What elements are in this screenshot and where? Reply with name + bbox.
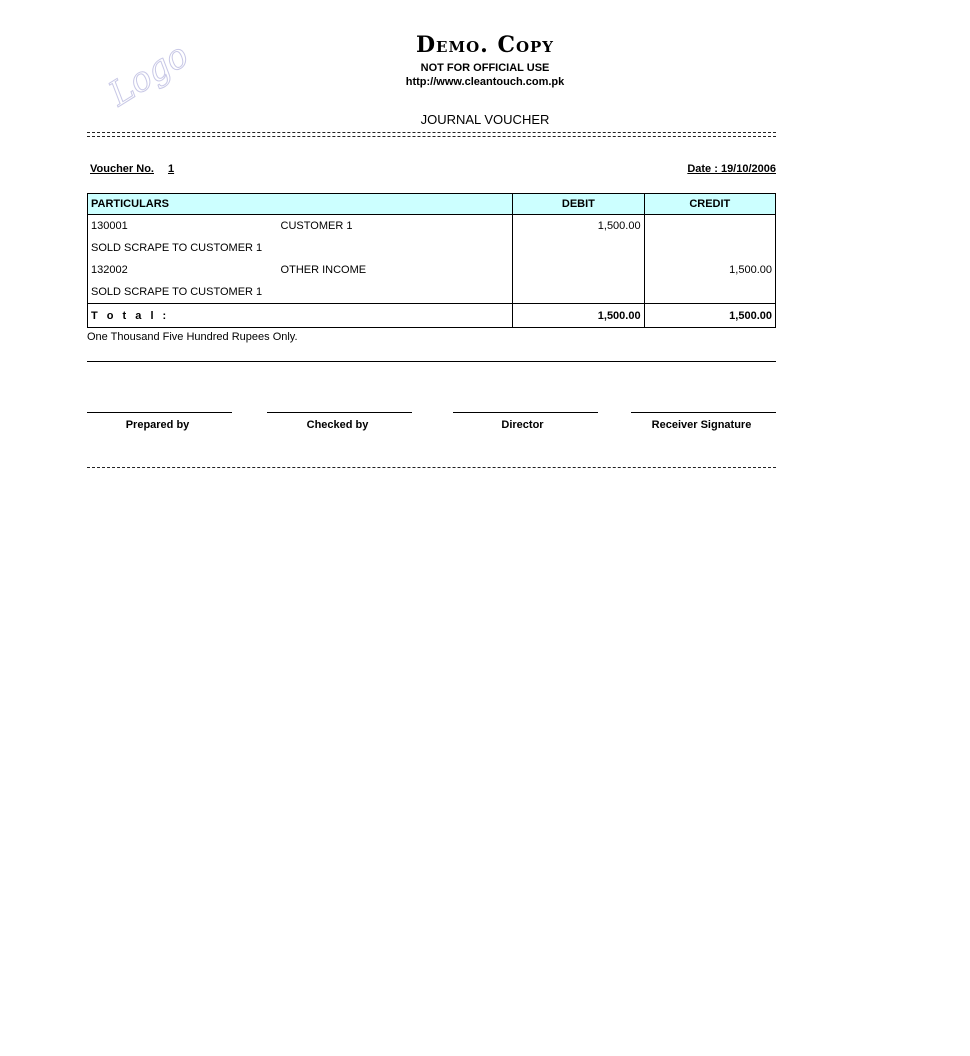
director-label: Director — [501, 419, 544, 431]
prepared-by-label: Prepared by — [125, 419, 190, 431]
table-row — [88, 281, 776, 304]
voucher-number-value: 1 — [167, 163, 175, 175]
voucher-number-label: Voucher No. — [90, 163, 154, 175]
total-row — [88, 304, 776, 328]
header-divider-bottom — [87, 136, 776, 137]
debit-amount — [513, 237, 644, 259]
credit-amount — [644, 281, 775, 304]
section-divider — [87, 361, 776, 362]
checked-by-line — [267, 412, 412, 413]
checked-by-label: Checked by — [306, 419, 369, 431]
footer-divider — [87, 467, 776, 468]
header-divider-top — [87, 132, 776, 133]
logo-text: Logo — [102, 35, 196, 115]
receiver-signature-label: Receiver Signature — [651, 419, 752, 431]
prepared-by-line — [87, 412, 232, 413]
voucher-number — [90, 163, 174, 175]
demo-copy-title: Demo. Copy — [415, 32, 555, 58]
entry-narration: SOLD SCRAPE TO CUSTOMER 1 — [91, 286, 263, 298]
debit-amount — [513, 259, 644, 281]
credit-amount: 1,500.00 — [644, 259, 775, 281]
credit-amount — [644, 215, 775, 238]
total-credit: 1,500.00 — [644, 304, 775, 328]
entry-narration: SOLD SCRAPE TO CUSTOMER 1 — [91, 242, 263, 254]
director-line — [453, 412, 598, 413]
total-debit: 1,500.00 — [513, 304, 644, 328]
header-particulars: PARTICULARS — [88, 194, 513, 215]
amount-in-words: One Thousand Five Hundred Rupees Only. — [87, 331, 298, 343]
receiver-signature-line — [631, 412, 776, 413]
table-row — [88, 215, 776, 238]
total-label: T o t a l : — [88, 304, 513, 328]
debit-amount — [513, 281, 644, 304]
company-url: http://www.cleantouch.com.pk — [405, 76, 565, 88]
credit-amount — [644, 237, 775, 259]
header-credit: CREDIT — [644, 194, 775, 215]
account-name: OTHER INCOME — [280, 264, 367, 276]
header-debit: DEBIT — [513, 194, 644, 215]
account-name: CUSTOMER 1 — [280, 220, 353, 232]
table-row — [88, 259, 776, 281]
table-header-row — [88, 194, 776, 215]
voucher-date: Date : 19/10/2006 — [687, 163, 776, 175]
table-row — [88, 237, 776, 259]
debit-amount: 1,500.00 — [513, 215, 644, 238]
account-code: 132002 — [91, 264, 128, 276]
account-code: 130001 — [91, 220, 128, 232]
journal-table — [87, 193, 776, 328]
official-use-notice: NOT FOR OFFICIAL USE — [420, 62, 550, 74]
document-title: JOURNAL VOUCHER — [420, 112, 550, 127]
